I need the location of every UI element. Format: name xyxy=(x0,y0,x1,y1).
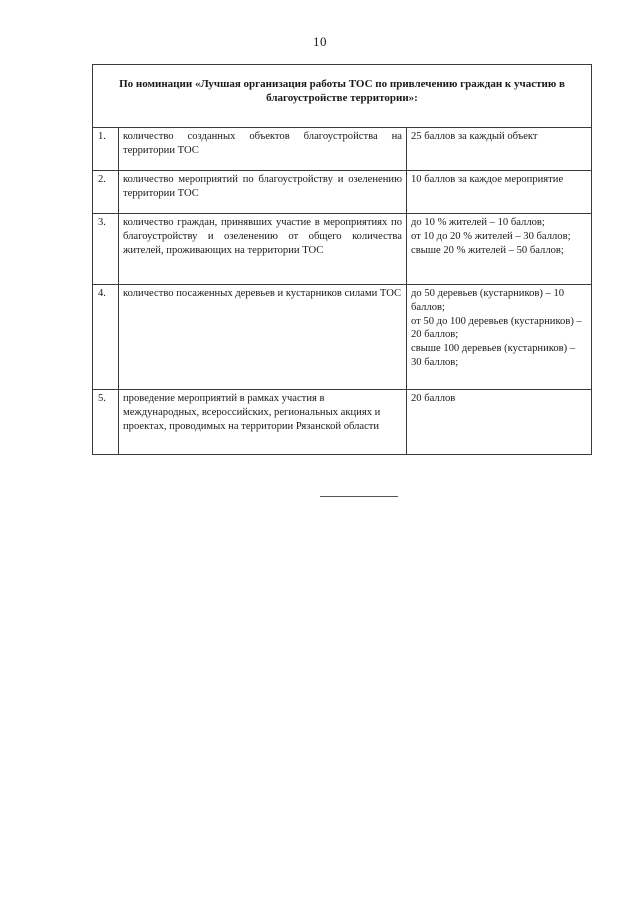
criterion-cell: количество посаженных деревьев и кустарников силами ТОС xyxy=(119,285,407,390)
row-number: 1. xyxy=(93,128,119,171)
row-number: 5. xyxy=(93,390,119,455)
table-row xyxy=(93,390,592,455)
row-number: 3. xyxy=(93,214,119,285)
score-line: от 50 до 100 деревьев (кустарников) – 20 баллов; xyxy=(411,315,582,341)
table-header-row xyxy=(93,65,592,128)
score-line: свыше 20 % жителей – 50 баллов; xyxy=(411,244,564,256)
criterion-cell: количество граждан, принявших участие в мероприятиях по благоустройству и озеленению от общего количества жителей, проживающих на территории ТОС xyxy=(119,214,407,285)
score-line: до 10 % жителей – 10 баллов; xyxy=(411,217,545,228)
table-row xyxy=(93,171,592,214)
row-number: 4. xyxy=(93,285,119,390)
score-line: 25 баллов за каждый объект xyxy=(411,131,538,142)
score-line: свыше 100 деревьев (кустарников) – 30 баллов; xyxy=(411,343,576,368)
row-number: 2. xyxy=(93,171,119,214)
score-cell xyxy=(407,390,592,455)
score-cell xyxy=(407,128,592,171)
score-cell xyxy=(407,214,592,285)
page-number: 10 xyxy=(313,34,327,49)
score-line: от 10 до 20 % жителей – 30 баллов; xyxy=(411,230,571,242)
criterion-cell: количество созданных объектов благоустройства на территории ТОС xyxy=(119,128,407,171)
table-row xyxy=(93,285,592,390)
table-row xyxy=(93,128,592,171)
criterion-cell: проведение мероприятий в рамках участия в международных, всероссийских, региональных акциях и проектах, проводимых на территории Рязанской области xyxy=(119,390,407,455)
score-line: 20 баллов xyxy=(411,393,456,404)
criteria-table xyxy=(92,64,592,455)
criterion-cell: количество мероприятий по благоустройству и озеленению территории ТОС xyxy=(119,171,407,214)
score-line: до 50 деревьев (кустарников) – 10 баллов; xyxy=(411,288,565,313)
score-cell xyxy=(407,285,592,390)
score-cell xyxy=(407,171,592,214)
table-row xyxy=(93,214,592,285)
nomination-title: По номинации «Лучшая организация работы ТОС по привлечению граждан к участию в благоустройстве территории»: xyxy=(93,65,592,128)
closing-divider xyxy=(320,496,398,497)
score-line: 10 баллов за каждое мероприятие xyxy=(411,174,564,185)
